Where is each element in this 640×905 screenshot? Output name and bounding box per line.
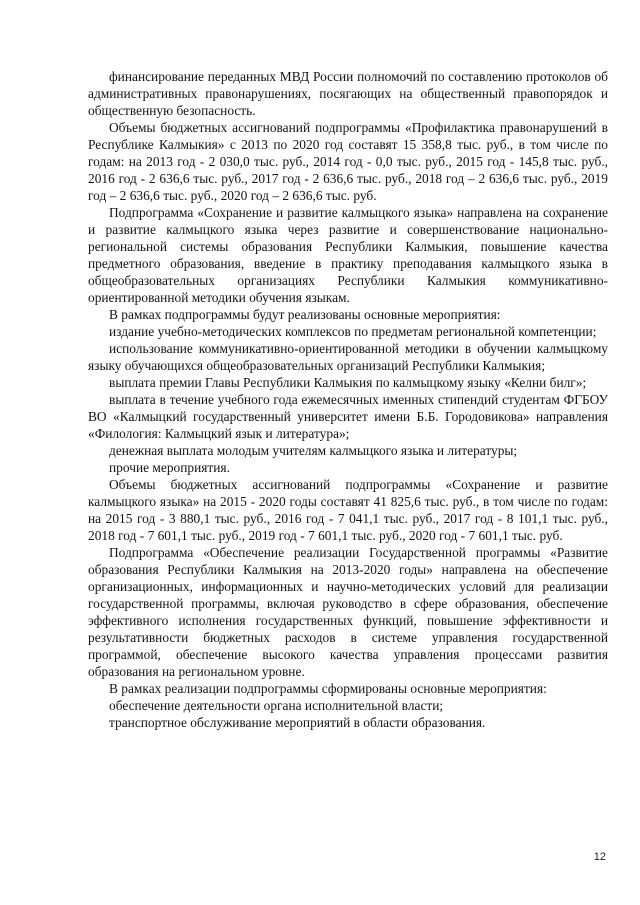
list-item-communicative-method: использование коммуникативно-ориентированной методики в обучении калмыцкому языку обучающихся общеобразовательных организаций Республики Калмыкия; [88,341,608,373]
list-item-young-teachers-payment: денежная выплата молодым учителям калмыцкого языка и литературы; [109,443,518,458]
list-item-head-award: выплата премии Главы Республики Калмыкия по калмыцкому языку «Келни билг»; [109,375,587,390]
page-number: 12 [593,851,606,863]
paragraph-support-activities-intro: В рамках реализации подпрограммы сформированы основные мероприятия: [109,681,547,696]
paragraph-kalmyk-language-subprogram: Подпрограмма «Сохранение и развитие калмыцкого языка» направлена на сохранение и развитие калмыцкого языка через развитие и совершенствование национально-региональной системы образования Республики Калмыкия, повышение качества предметного образования, введение в практику преподавания калмыцкого языка в общеобразовательных организациях Республики Калмыкия коммуникативно-ориентированной методики обучения языкам. [88,205,608,305]
paragraph-main-activities-intro: В рамках подпрограммы будут реализованы основные мероприятия: [109,307,501,322]
paragraph-crime-prevention-budget: Объемы бюджетных ассигнований подпрограммы «Профилактика правонарушений в Республике Калмыкия» с 2013 по 2020 год составят 15 358,8 тыс. руб., в том числе по годам: на 2013 год - 2 030,0 тыс. руб., 2014 год - 0,0 тыс. руб., 2015 год - 145,8 тыс. руб., 2016 год - 2 636,6 тыс. руб., 2017 год - 2 636,6 тыс. руб., 2018 год – 2 636,6 тыс. руб., 2019 год – 2 636,6 тыс. руб., 2020 год – 2 636,6 тыс. руб. [88,120,608,203]
list-item-other-activities: прочие мероприятия. [109,460,230,475]
list-item-executive-body: обеспечение деятельности органа исполнительной власти; [109,698,444,713]
list-item-transport-service: транспортное обслуживание мероприятий в области образования. [109,715,486,730]
list-item-scholarships: выплата в течение учебного года ежемесячных именных стипендий студентам ФГБОУ ВО «Калмыцкий государственный университет имени Б.Б. Городовикова» направления «Филология: Калмыцкий язык и литература»; [88,392,608,441]
paragraph-law-enforcement-funding: финансирование переданных МВД России полномочий по составлению протоколов об административных правонарушениях, посягающих на общественный правопорядок и общественную безопасность. [88,69,608,118]
document-body [88,68,608,731]
list-item-textbooks: издание учебно-методических комплексов по предметам региональной компетенции; [109,324,597,339]
paragraph-kalmyk-language-budget: Объемы бюджетных ассигнований подпрограммы «Сохранение и развитие калмыцкого языка» на 2015 - 2020 годы составят 41 825,6 тыс. руб., в том числе по годам: на 2015 год - 3 880,1 тыс. руб., 2016 год - 7 041,1 тыс. руб., 2017 год - 8 101,1 тыс. руб., 2018 год - 7 601,1 тыс. руб., 2019 год - 7 601,1 тыс. руб., 2020 год - 7 601,1 тыс. руб. [88,477,608,543]
paragraph-program-support-subprogram: Подпрограмма «Обеспечение реализации Государственной программы «Развитие образования Республики Калмыкия на 2013-2020 годы» направлена на обеспечение организационных, информационных и научно-методических условий для реализации государственной программы, включая руководство в сфере образования, обеспечение эффективного исполнения государственных функций, повышение эффективности и результативности бюджетных расходов в системе управления государственной программой, обеспечение высокого качества управления процессами развития образования на региональном уровне. [88,545,608,679]
